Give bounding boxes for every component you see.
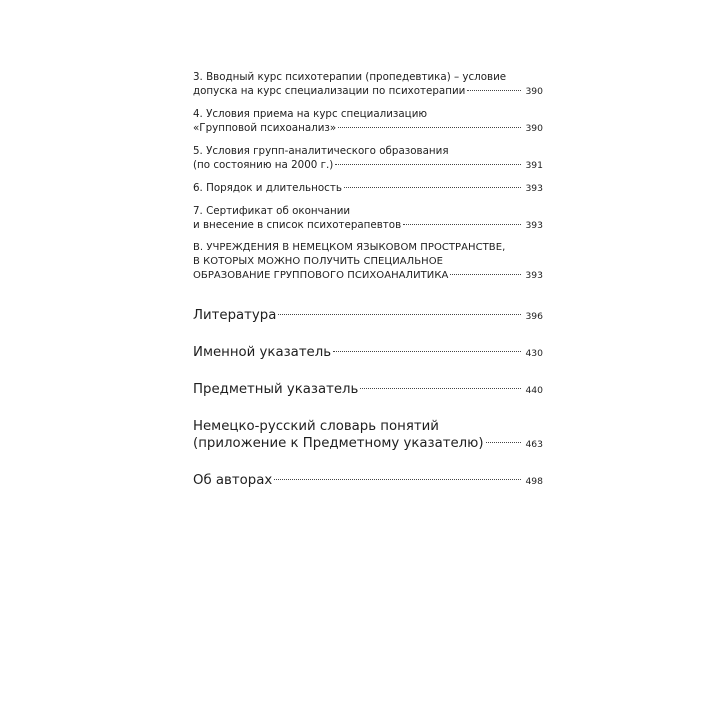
dot-leader bbox=[344, 187, 521, 188]
dot-leader bbox=[333, 351, 521, 352]
toc-entry-page: 463 bbox=[525, 439, 543, 450]
toc-entry-last-line bbox=[193, 344, 543, 362]
dot-leader bbox=[403, 224, 521, 225]
toc-entry-title: «Групповой психоанализ» bbox=[193, 122, 337, 134]
toc-entry-last-line bbox=[193, 307, 543, 325]
toc-entry-main bbox=[193, 418, 543, 453]
toc-entry bbox=[193, 144, 543, 173]
dot-leader bbox=[360, 388, 521, 389]
toc-entry-line: Немецко-русский словарь понятий bbox=[193, 419, 439, 434]
dot-leader bbox=[338, 127, 521, 128]
toc-entry-title: 6. Порядок и длительность bbox=[193, 182, 342, 194]
toc-entry-last-line bbox=[193, 84, 543, 99]
toc-entry-page: 393 bbox=[525, 220, 543, 231]
toc-entry-page: 391 bbox=[525, 160, 543, 171]
toc-entry-title: допуска на курс специализации по психотерапии bbox=[193, 85, 466, 97]
toc-entry bbox=[193, 204, 543, 233]
toc-entry-line: 7. Сертификат об окончании bbox=[193, 205, 351, 217]
toc-entry-title: и внесение в список психотерапевтов bbox=[193, 219, 402, 231]
dot-leader bbox=[450, 274, 521, 275]
toc-entry-title: (приложение к Предметному указателю) bbox=[193, 436, 484, 451]
toc-entry-title: Об авторах bbox=[193, 473, 273, 488]
toc-entry-title: Предметный указатель bbox=[193, 382, 359, 397]
toc-entry-last-line bbox=[193, 269, 543, 283]
toc-entry-page: 498 bbox=[525, 476, 543, 487]
toc-entry-page: 393 bbox=[525, 270, 543, 281]
toc-entry-line: В КОТОРЫХ МОЖНО ПОЛУЧИТЬ СПЕЦИАЛЬНОЕ bbox=[193, 256, 443, 267]
toc-entry-last-line bbox=[193, 181, 543, 196]
toc-entry-page: 396 bbox=[525, 311, 543, 322]
toc-entry-page: 390 bbox=[525, 86, 543, 97]
toc-entry-line: 4. Условия приема на курс специализацию bbox=[193, 108, 428, 120]
toc-entry-line: 5. Условия групп-аналитического образования bbox=[193, 145, 449, 157]
toc-entry-last-line bbox=[193, 381, 543, 399]
toc-entry bbox=[193, 181, 543, 196]
toc-entry bbox=[193, 70, 543, 99]
toc-entry-title: Литература bbox=[193, 308, 277, 323]
toc-entry-last-line bbox=[193, 472, 543, 490]
dot-leader bbox=[278, 314, 521, 315]
toc-entry-section bbox=[193, 241, 543, 283]
toc-entry-line: 3. Вводный курс психотерапии (пропедевтика) – условие bbox=[193, 71, 507, 83]
dot-leader bbox=[467, 90, 521, 91]
table-of-contents bbox=[193, 70, 543, 490]
toc-entry-main bbox=[193, 472, 543, 490]
toc-entry-page: 393 bbox=[525, 183, 543, 194]
toc-entry-main bbox=[193, 307, 543, 325]
toc-entry-title: (по состоянию на 2000 г.) bbox=[193, 159, 334, 171]
toc-entry-title: Именной указатель bbox=[193, 345, 332, 360]
toc-entry-main bbox=[193, 344, 543, 362]
toc-entry bbox=[193, 107, 543, 136]
toc-entry-last-line bbox=[193, 158, 543, 173]
toc-entry-page: 440 bbox=[525, 385, 543, 396]
toc-entry-main bbox=[193, 381, 543, 399]
toc-entry-page: 390 bbox=[525, 123, 543, 134]
toc-entry-title: ОБРАЗОВАНИЕ ГРУППОВОГО ПСИХОАНАЛИТИКА bbox=[193, 270, 449, 281]
dot-leader bbox=[335, 164, 521, 165]
toc-entry-page: 430 bbox=[525, 348, 543, 359]
toc-entry-last-line bbox=[193, 435, 543, 453]
toc-entry-last-line bbox=[193, 218, 543, 233]
dot-leader bbox=[274, 479, 521, 480]
dot-leader bbox=[486, 442, 521, 443]
toc-entry-line: В. УЧРЕЖДЕНИЯ В НЕМЕЦКОМ ЯЗЫКОВОМ ПРОСТРАНСТВЕ, bbox=[193, 242, 506, 253]
toc-entry-last-line bbox=[193, 121, 543, 136]
